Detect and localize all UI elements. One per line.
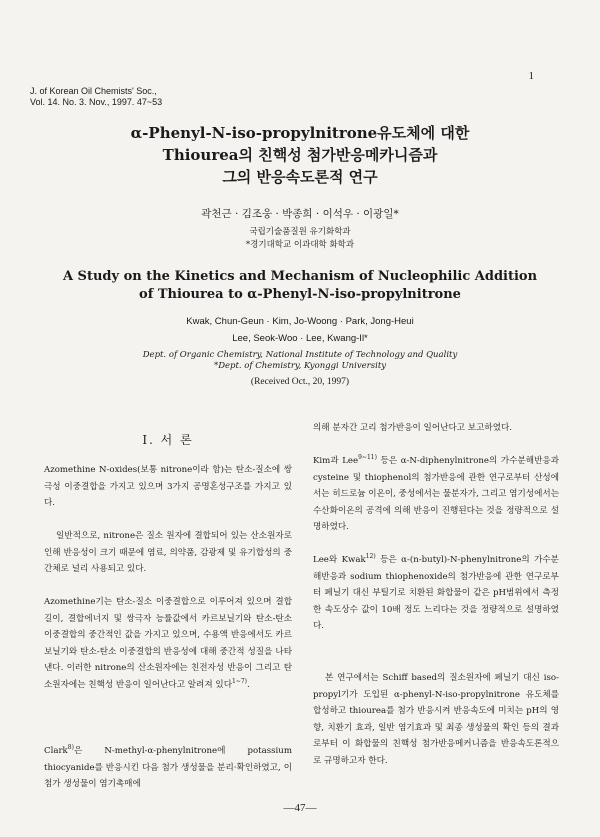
received-date: (Received Oct., 20, 1997) (250, 377, 350, 387)
left-paragraph-1: Azomethine N-oxides(보통 nitrone이라 함)는 탄소-질소에 쌍극성 이중결합을 가지고 있으며 3가지 공명혼성구조를 가지고 있다. (44, 465, 292, 508)
affiliation-korean (0, 226, 600, 252)
right-paragraph-1: 의해 분자간 고리 첨가반응이 일어난다고 보고하였다. (313, 423, 513, 433)
affil-en-line1: Dept. of Organic Chemistry, National Institute of Technology and Quality (142, 350, 458, 360)
authors-en-line1: Kwak, Chun-Geun · Kim, Jo-Woong · Park, Jong-Heui (186, 316, 414, 327)
right-paragraph-3: Lee와 Kwak$^{12)}$ 등은 α-(n-butyl)-N-phenylnitrone의 가수분해반응과 sodium thiophenoxide의 첨가반응에 관한 연구로부터 페닐기 대신 부틸기로 치환된 화합물이 같은 pH범위에서 측정한 속도상수 값이 10배 정도 느리다는 것을 정량적으로 설명하였다. (313, 553, 559, 631)
title-english (0, 268, 600, 304)
title-en-line1: A Study on the Kinetics and Mechanism of Nucleophilic Addition (62, 269, 538, 284)
title-ko-line3: 그의 반응속도론적 연구 (222, 168, 378, 186)
title-korean (0, 122, 600, 188)
title-ko-line2: Thiourea의 친핵성 첨가반응메카니즘과 (162, 146, 438, 164)
reference-superscript: 12) (365, 553, 376, 561)
journal-reference (30, 86, 162, 108)
footer-page-number: —47— (283, 802, 317, 814)
left-paragraph-4: Clark$^{8)}$은 N-methyl-α-phenylnitrone에 potassium thiocyanide를 반응시킨 다음 첨가 생성물을 분리·확인하였고, 이 첨가 생성물이 염기촉매에 (44, 744, 292, 789)
authors-en-line2: Lee, Seok-Woo · Lee, Kwang-Il* (232, 333, 368, 344)
right-paragraph-4: 본 연구에서는 Schiff based의 질소원자에 페닐기 대신 iso-propyl기가 도입된 α-phenyl-N-iso-propylnitrone 유도체를 합성하고 thiourea를 첨가 반응시켜 반응속도에 미치는 pH의 영향, 치환기 효과, 일반 염기효과 및 최종 생성물의 확인 등의 결과로부터 이 화합물의 친핵성 첨가반응메커니즘을 반응속도론적으로 규명하고자 한다. (313, 673, 559, 766)
section-heading-introduction: Ⅰ. 서 론 (142, 433, 194, 447)
authors-korean: 곽천근 · 김조웅 · 박종희 · 이석우 · 이광일* (201, 208, 399, 220)
journal-ref-line1: J. of Korean Oil Chemists' Soc., (30, 86, 157, 96)
left-paragraph-3: Azomethine기는 탄소-질소 이중결합으로 이루어져 있으며 결합길이, 결합에너지 및 쌍극자 능률값에서 카르보닐기와 탄소-탄소 이중결합의 중간적인 값을 가지고 있으며, 수용액 반응에서도 카르보닐기와 탄소-탄소 이중결합의 반응성에 대해 중간적 성질을 나타낸다. 이러한 nitrone의 산소원자에는 친전자성 반응이 그리고 탄소원자에는 친핵성 반응이 일어난다고 알려져 있다$^{1\sim 7)}$. (44, 597, 292, 690)
affiliation-english (0, 350, 600, 372)
affil-ko-line2: *경기대학교 이과대학 화학과 (245, 240, 355, 250)
reference-superscript: 1~7) (232, 677, 248, 685)
reference-superscript: 8) (67, 744, 74, 752)
journal-ref-line2: Vol. 14. No. 3. Nov., 1997. 47~53 (30, 97, 163, 107)
title-ko-line1: α-Phenyl-N-iso-propylnitrone유도체에 대한 (130, 124, 470, 142)
right-paragraph-2: Kim과 Lee$^{9\sim 11)}$ 등은 α-N-diphenylnitrone의 가수분해반응과 cysteine 및 thiophenol의 첨가반응에 관한 연구로부터 산성에서는 히드로늄 이온이, 중성에서는 물분자가, 그리고 염기성에서는 수산화이온의 공격에 의해 반응이 진행된다는 것을 정량적으로 설명하였다. (313, 454, 559, 532)
left-paragraph-2: 일반적으로, nitrone은 질소 원자에 결합되어 있는 산소원자로 인해 반응성이 크기 때문에 염료, 의약품, 감광제 및 유기합성의 중간체로 널리 사용되고 있다. (44, 531, 292, 574)
title-en-line2: of Thiourea to α-Phenyl-N-iso-propylnitrone (139, 287, 461, 302)
affil-en-line2: *Dept. of Chemistry, Kyonggi University (213, 361, 387, 371)
affil-ko-line1: 국립기술품질원 유기화학과 (249, 227, 351, 237)
authors-english (0, 313, 600, 347)
reference-superscript: 9~11) (358, 454, 377, 462)
page-number: 1 (528, 70, 534, 82)
